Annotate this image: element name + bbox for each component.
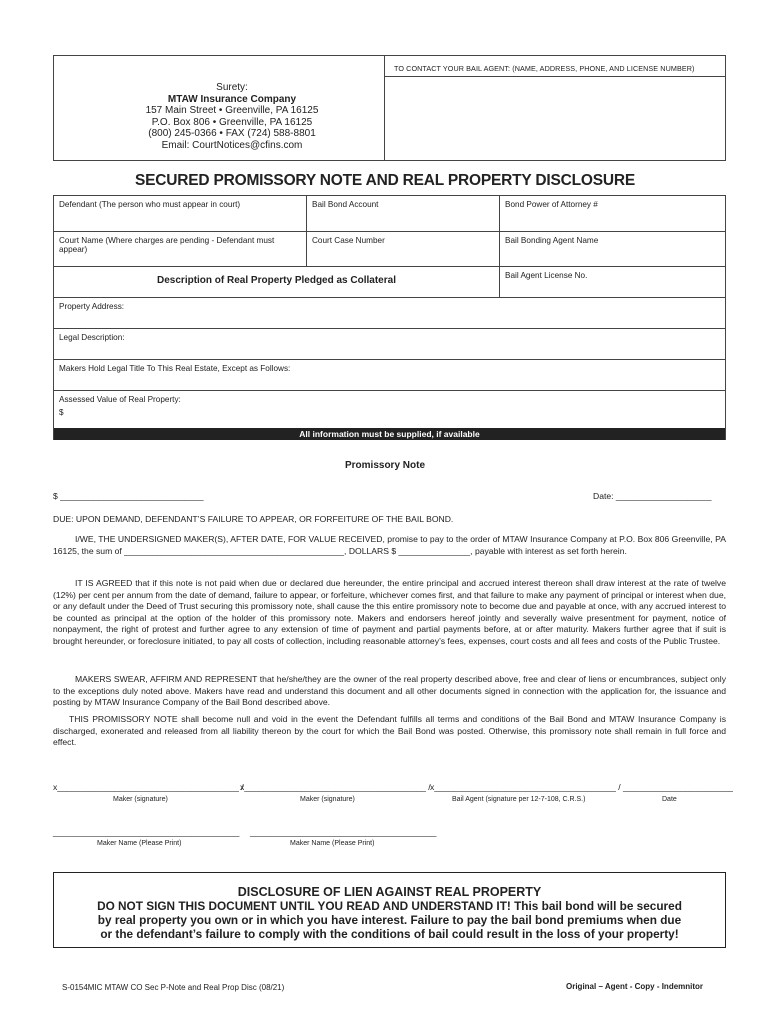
legal-description-label: Legal Description:	[59, 333, 125, 342]
bail-bond-account-label: Bail Bond Account	[312, 200, 379, 209]
defendant-label: Defendant (The person who must appear in court)	[59, 200, 241, 209]
maker-signature-caption-1: Maker (signature)	[113, 796, 168, 803]
surety-address1: 157 Main Street • Greenville, PA 16125	[145, 105, 319, 116]
date-caption: Date	[662, 796, 677, 803]
disclosure-heading: DISCLOSURE OF LIEN AGAINST REAL PROPERTY	[237, 885, 542, 899]
dollar-sign: $	[59, 408, 64, 417]
makers-title-label: Makers Hold Legal Title To This Real Estate, Except as Follows:	[59, 364, 291, 373]
maker-name-print-2[interactable]: _______________________________________	[250, 827, 437, 837]
due-line: DUE: UPON DEMAND, DEFENDANT’S FAILURE TO APPEAR, OR FORFEITURE OF THE BAIL BOND.	[53, 514, 454, 524]
bond-power-label: Bond Power of Attorney #	[505, 200, 598, 209]
agent-signature-caption: Bail Agent (signature per 12-7-108, C.R.S.)	[452, 796, 586, 803]
surety-company: MTAW Insurance Company	[167, 93, 297, 105]
info-banner: All information must be supplied, if available	[54, 428, 725, 440]
property-address-field[interactable]	[54, 297, 725, 328]
promissory-note-heading: Promissory Note	[344, 460, 426, 471]
paragraph-3: MAKERS SWEAR, AFFIRM AND REPRESENT that he/she/they are the owner of the real property described above, free and clear of liens or encumbrances, subject only to the exceptions duly noted above. Makers have read and understand this document and all other documents signed in connection with the application for, the issuance and posting by MTAW Insurance Company of the Bail Bond described above.	[53, 674, 726, 708]
disclosure-line-2: by real property you own or in which you have interest. Failure to pay the bail bond premiums when due	[97, 913, 682, 927]
agent-license-label: Bail Agent License No.	[505, 271, 588, 280]
court-name-field[interactable]	[54, 231, 306, 266]
assessed-value-field[interactable]	[54, 390, 725, 428]
paragraph-2: IT IS AGREED that if this note is not paid when due or declared due hereunder, the entire principal and accrued interest thereon shall draw interest at the rate of twelve (12%) per cent per annum from the date of demand, failure to appear, or forfeiture, whichever comes first, and that failure to make any payment of principal or interest when due, or any default under the Deed of Trust securing this promissory note, shall cause the this entire promissory note to become due and payable at once, with any accrued interest to be counted as principal at the option of the holder of this promissory note. Makers and endorsers hereof jointly and severally waive presentment for payment, notice of nonpayment, the right of protest and further agree to any extension of time of payment and partial payments before, at or after maturity. Makers further agree that if suit is brought hereunder, or foreclosure initiated, to pay all costs of collection, including reasonable attorney’s fees, expenses, court costs and all fees and costs of the Public Trustee.	[53, 578, 726, 646]
agent-signature[interactable]: x______________________________________ /	[430, 782, 621, 792]
maker-signature-2[interactable]: x______________________________________ /	[240, 782, 431, 792]
bond-power-field[interactable]	[499, 196, 725, 231]
disclosure-line-1: DO NOT SIGN THIS DOCUMENT UNTIL YOU READ AND UNDERSTAND IT! This bail bond will be secured	[97, 899, 682, 913]
maker-name-print-1[interactable]: _______________________________________	[53, 827, 240, 837]
note-amount[interactable]: $ ______________________________	[53, 491, 204, 501]
disclosure-line-3: or the defendant’s failure to comply with the conditions of bail could result in the loss of your property!	[100, 927, 679, 941]
agent-license-field[interactable]	[499, 266, 725, 297]
court-name-label: Court Name (Where charges are pending - Defendant must appear)	[59, 236, 275, 254]
makers-title-field[interactable]	[54, 359, 725, 390]
surety-address2: P.O. Box 806 • Greenville, PA 16125	[151, 116, 313, 128]
legal-description-field[interactable]	[54, 328, 725, 359]
surety-section	[54, 56, 385, 160]
paragraph-4: THIS PROMISSORY NOTE shall become null and void in the event the Defendant fulfills all terms and conditions of the Bail Bond and MTAW Insurance Company is discharged, exonerated and released from all liability thereon by the court for which the Bail Bond was posted. Otherwise, this promissory note shall remain in full force and effect.	[53, 714, 726, 748]
form-id: S-0154MIC MTAW CO Sec P-Note and Real Prop Disc (08/21)	[62, 983, 285, 992]
signature-date[interactable]: _______________________	[623, 782, 733, 792]
court-case-field[interactable]	[306, 231, 499, 266]
info-grid	[53, 195, 726, 440]
surety-label: Surety:	[216, 82, 248, 93]
bail-bond-account-field[interactable]	[306, 196, 499, 231]
court-case-label: Court Case Number	[312, 236, 385, 245]
maker-name-caption-1: Maker Name (Please Print)	[97, 840, 182, 847]
paragraph-1: I/WE, THE UNDERSIGNED MAKER(S), AFTER DATE, FOR VALUE RECEIVED, promise to pay to the order of MTAW Insurance Company at P.O. Box 806 Greenville, PA 16125, the sum of ______________________________________________, DOLLARS $ _______________, payable with interest as set forth herein.	[53, 534, 726, 556]
maker-signature-1[interactable]: x______________________________________ /	[53, 782, 244, 792]
maker-name-caption-2: Maker Name (Please Print)	[290, 840, 375, 847]
maker-signature-caption-2: Maker (signature)	[300, 796, 355, 803]
surety-info	[132, 82, 332, 151]
disclosure-box	[53, 872, 726, 948]
divider	[384, 76, 725, 77]
copy-distribution: Original – Agent - Copy - Indemnitor	[566, 982, 704, 991]
assessed-value-label: Assessed Value of Real Property:	[59, 395, 181, 404]
agent-name-label: Bail Bonding Agent Name	[505, 236, 599, 245]
property-address-label: Property Address:	[59, 302, 125, 311]
agent-name-field[interactable]	[499, 231, 725, 266]
collateral-heading: Description of Real Property Pledged as Collateral	[54, 266, 499, 297]
page-title: SECURED PROMISSORY NOTE AND REAL PROPERTY DISCLOSURE	[134, 172, 636, 189]
note-date[interactable]: Date: ____________________	[593, 491, 712, 501]
surety-phone: (800) 245-0366 • FAX (724) 588-8801	[148, 128, 316, 139]
header-box	[53, 55, 726, 161]
surety-email: Email: CourtNotices@cfins.com	[161, 139, 303, 151]
defendant-field[interactable]	[54, 196, 306, 231]
agent-contact-label: TO CONTACT YOUR BAIL AGENT: (NAME, ADDRESS, PHONE, AND LICENSE NUMBER)	[394, 64, 695, 73]
